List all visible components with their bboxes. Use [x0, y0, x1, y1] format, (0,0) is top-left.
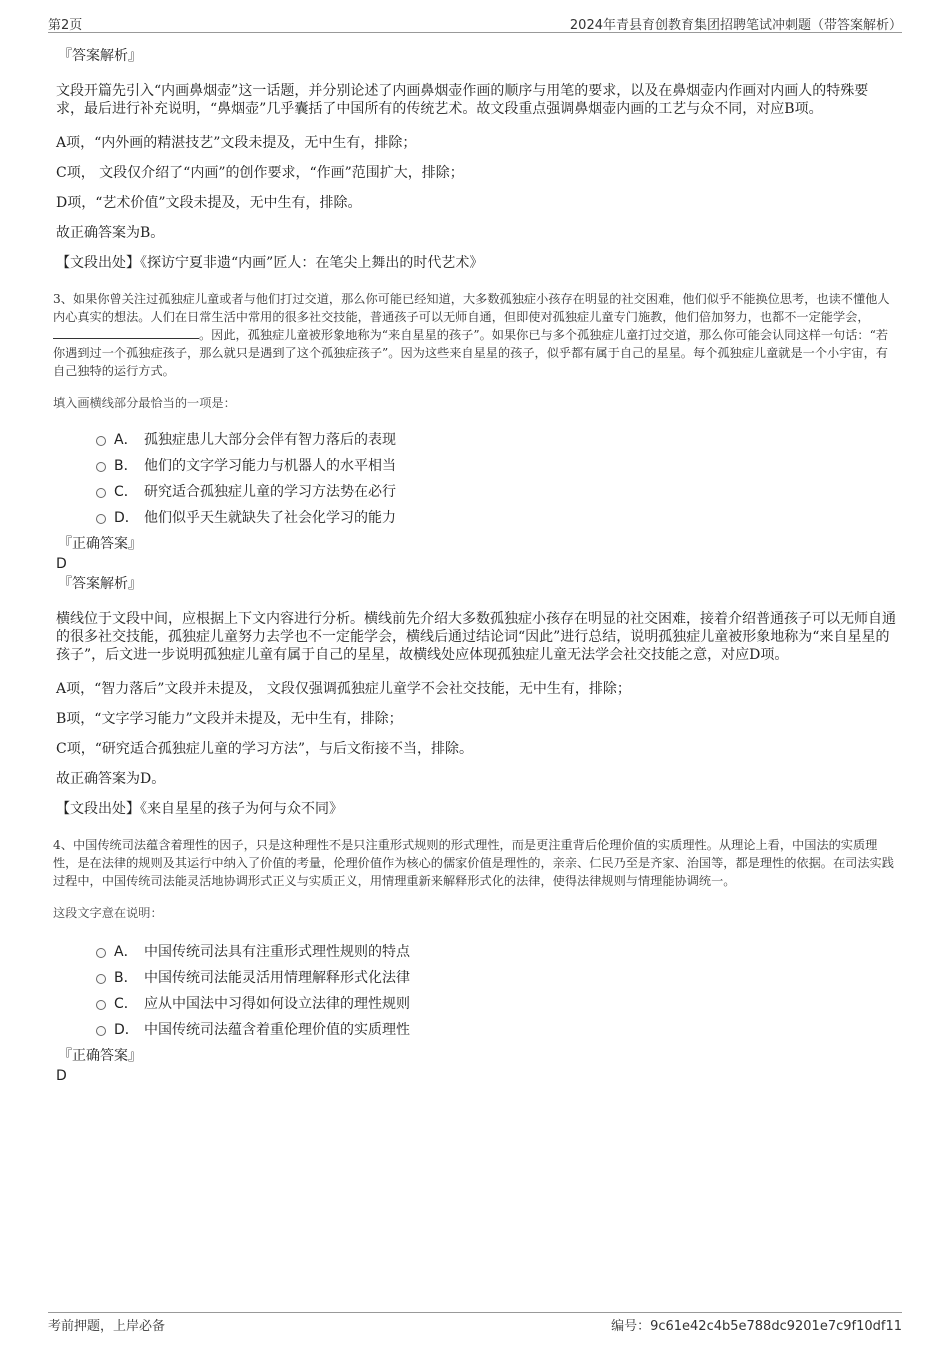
option-text: 中国传统司法能灵活用情理解释形式化法律 — [144, 970, 410, 986]
option-text: 中国传统司法蕴含着重伦理价值的实质理性 — [144, 1022, 410, 1038]
radio-button[interactable] — [96, 436, 106, 446]
q4-prompt: 这段文字意在说明： — [53, 906, 163, 920]
option-text: 应从中国法中习得如何设立法律的理性规则 — [144, 996, 410, 1012]
q3-option-a[interactable] — [96, 426, 896, 452]
q2-analysis-a: A项，“内外画的精湛技艺”文段未提及，无中生有，排除； — [56, 135, 417, 151]
radio-button[interactable] — [96, 514, 106, 524]
page-number: 第2页 — [48, 18, 83, 33]
q3-source: 【文段出处】《来自星星的孩子为何与众不同》 — [56, 801, 343, 817]
q3-analysis-b: B项，“文字学习能力”文段并未提及，无中生有，排除； — [56, 711, 403, 727]
option-text: 中国传统司法具有注重形式理性规则的特点 — [144, 944, 410, 960]
page-content — [53, 46, 896, 1086]
option-letter: C． — [114, 484, 138, 500]
q4-stem: 4、中国传统司法蕴含着理性的因子，只是这种理性不是只注重形式规则的形式理性，而是更注重背后伦理价值的实质理性。从理论上看，中国法的实质理性，是在法律的规则及其运行中纳入了价值的考量，伦理价值作为核心的儒家价值是理性的，亲亲、仁民乃至是齐家、治国等，都是理性的依据。在司法实践过程中，中国传统司法能灵活地协调形式正义与实质正义，用情理重新来解释形式化的法律，使得法律规则与情理能协调统一。 — [53, 838, 894, 888]
q3-blank — [53, 326, 199, 339]
option-letter: D． — [114, 1022, 139, 1038]
q3-option-b[interactable] — [96, 452, 896, 478]
page-header — [48, 12, 902, 33]
q3-analysis-a: A项，“智力落后”文段并未提及， 文段仅强调孤独症儿童学不会社交技能，无中生有，排除； — [56, 681, 631, 697]
radio-button[interactable] — [96, 1026, 106, 1036]
q2-analysis-label: 『答案解析』 — [58, 48, 142, 64]
q3-correct-answer: D — [56, 556, 67, 572]
option-letter: C． — [114, 996, 138, 1012]
q3-option-c[interactable] — [96, 478, 896, 504]
footer-code: 编号：9c61e42c4b5e788dc9201e7c9f10df11 — [611, 1319, 902, 1334]
radio-button[interactable] — [96, 488, 106, 498]
q3-conclusion: 故正确答案为D。 — [56, 771, 166, 787]
option-letter: A． — [114, 944, 138, 960]
q3-stem-after: 。因此，孤独症儿童被形象地称为“来自星星的孩子”。如果你已与多个孤独症儿童打过交道，那么你可能会认同这样一句话：“若你遇到过一个孤独症孩子，那么就只是遇到了这个孤独症孩子”。因为这些来自星星的孩子，似乎都有属于自己的星星。每个孤独症儿童就是一个小宇宙，有自己独特的运行方式。 — [53, 328, 889, 378]
radio-button[interactable] — [96, 948, 106, 958]
option-text: 研究适合孤独症儿童的学习方法势在必行 — [144, 484, 396, 500]
option-text: 他们似乎天生就缺失了社会化学习的能力 — [144, 510, 396, 526]
q4-option-d[interactable] — [96, 1016, 896, 1042]
q2-analysis-d: D项，“艺术价值”文段未提及，无中生有，排除。 — [56, 195, 362, 211]
q3-option-d[interactable] — [96, 504, 896, 530]
q4-option-a[interactable] — [96, 938, 896, 964]
radio-button[interactable] — [96, 462, 106, 472]
q4-options — [96, 938, 896, 1042]
q3-correct-label: 『正确答案』 — [58, 536, 142, 552]
option-letter: B． — [114, 458, 138, 474]
option-letter: B． — [114, 970, 138, 986]
q3-analysis-c: C项，“研究适合孤独症儿童的学习方法”，与后文衔接不当，排除。 — [56, 741, 474, 757]
q3-stem-before: 3、如果你曾关注过孤独症儿童或者与他们打过交道，那么你可能已经知道，大多数孤独症小孩存在明显的社交困难，他们似乎不能换位思考，也读不懂他人内心真实的想法。人们在日常生活中常用的很多社交技能，普通孩子可以无师自通，但即使对孤独症儿童专门施教，他们倍加努力，也都不一定能学会， — [53, 292, 890, 324]
q2-conclusion: 故正确答案为B。 — [56, 225, 165, 241]
q4-option-c[interactable] — [96, 990, 896, 1016]
q4-correct-answer: D — [56, 1068, 67, 1084]
option-text: 孤独症患儿大部分会伴有智力落后的表现 — [144, 432, 396, 448]
q4-correct-label: 『正确答案』 — [58, 1048, 142, 1064]
q2-analysis-paragraph: 文段开篇先引入“内画鼻烟壶”这一话题，并分别论述了内画鼻烟壶作画的顺序与用笔的要求，以及在鼻烟壶内作画对内画人的特殊要求，最后进行补充说明，“鼻烟壶”几乎囊括了中国所有的传统艺术。故文段重点强调鼻烟壶内画的工艺与众不同，对应B项。 — [56, 83, 869, 117]
page-footer — [48, 1312, 902, 1333]
option-letter: D． — [114, 510, 139, 526]
q2-source: 【文段出处】《探访宁夏非遗“内画”匠人：在笔尖上舞出的时代艺术》 — [56, 255, 484, 271]
document-title: 2024年青县育创教育集团招聘笔试冲刺题（带答案解析） — [569, 18, 902, 33]
q3-stem — [53, 290, 896, 380]
q3-prompt: 填入画横线部分最恰当的一项是： — [53, 396, 236, 410]
radio-button[interactable] — [96, 974, 106, 984]
q4-option-b[interactable] — [96, 964, 896, 990]
option-letter: A． — [114, 432, 138, 448]
q2-analysis-c: C项， 文段仅介绍了“内画”的创作要求，“作画”范围扩大，排除； — [56, 165, 464, 181]
option-text: 他们的文字学习能力与机器人的水平相当 — [144, 458, 396, 474]
q3-options — [96, 426, 896, 530]
footer-slogan: 考前押题，上岸必备 — [48, 1319, 166, 1334]
q3-analysis-label: 『答案解析』 — [58, 576, 142, 592]
radio-button[interactable] — [96, 1000, 106, 1010]
q3-analysis-paragraph: 横线位于文段中间，应根据上下文内容进行分析。横线前先介绍大多数孤独症小孩存在明显的社交困难，接着介绍普通孩子可以无师自通的很多社交技能，孤独症儿童努力去学也不一定能学会，横线后通过结论词“因此”进行总结，说明孤独症儿童被形象地称为“来自星星的孩子”，后文进一步说明孤独症儿童有属于自己的星星，故横线处应体现孤独症儿童无法学会社交技能之意，对应D项。 — [56, 611, 896, 663]
